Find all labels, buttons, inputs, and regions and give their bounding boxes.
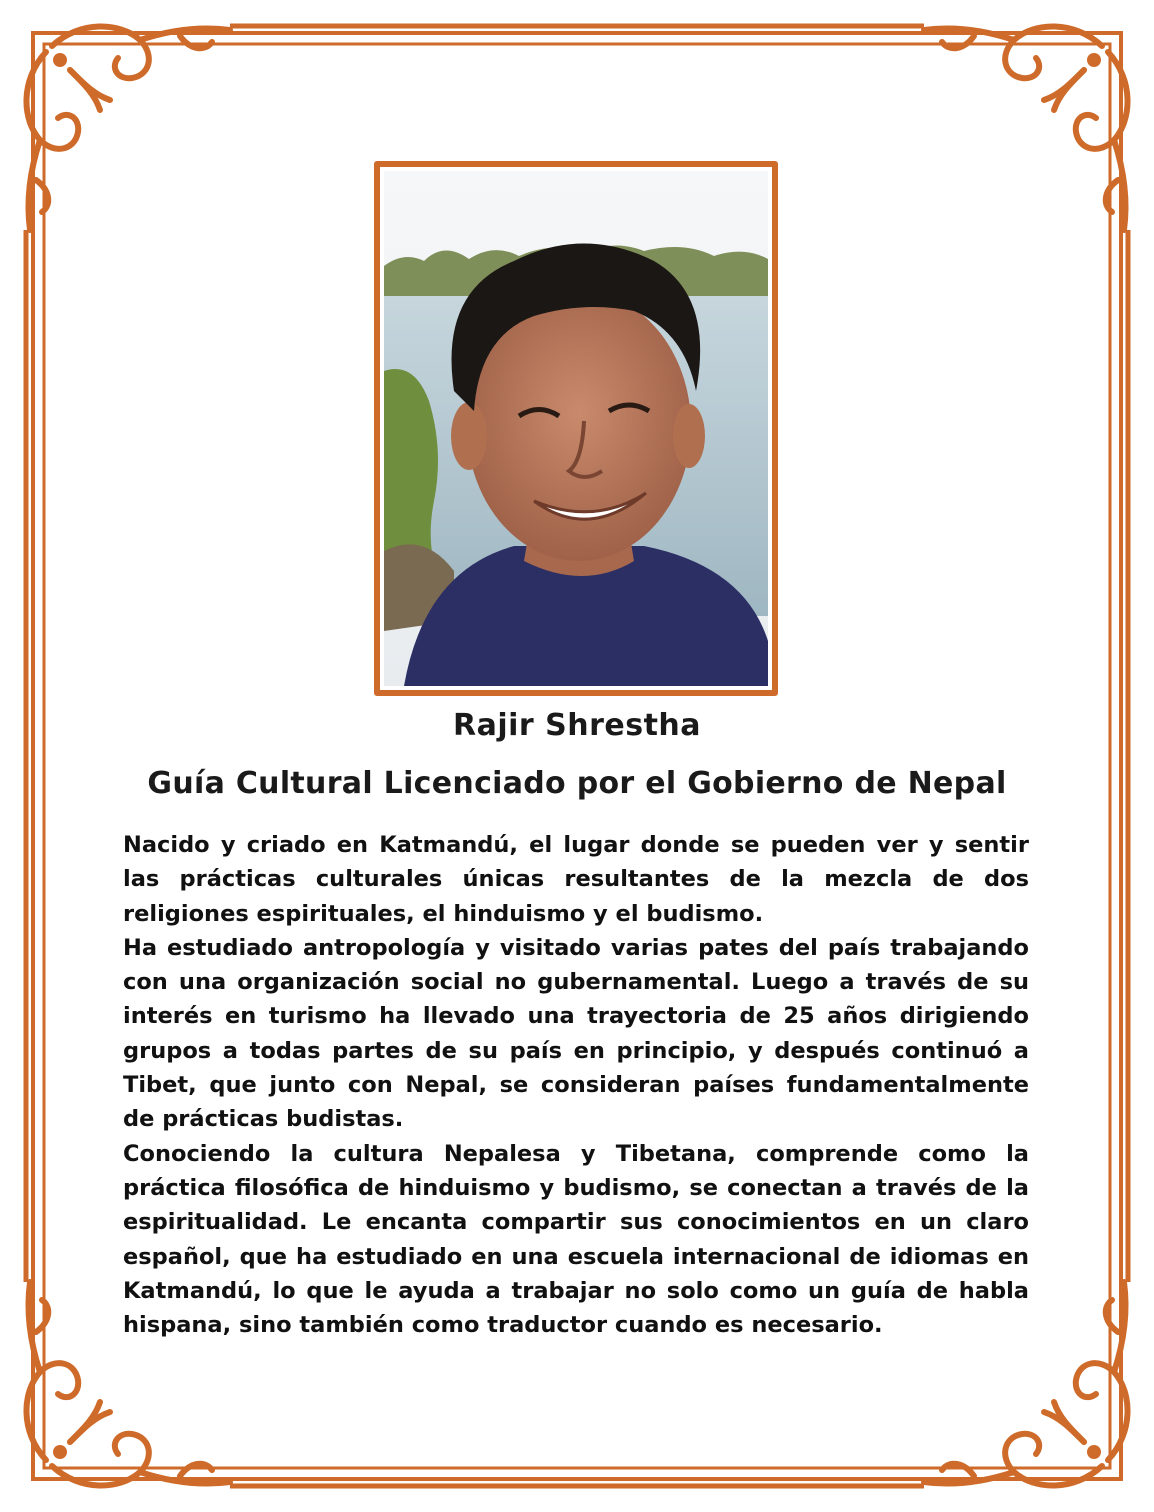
person-name: Rajir Shrestha — [452, 708, 702, 743]
bio-paragraph-2: Ha estudiado antropología y visitado varias pates del país trabajando con una organización social no gubernamental. Luego a través de su interés en turismo ha llevado una trayectoria de 25 años dirigiendo grupos a todas partes de su país en principio, y después continuó a Tibet, que junto con Nepal, se consideran países fundamentalmente de prácticas budistas. — [123, 934, 1029, 1133]
biography — [123, 828, 1029, 1342]
corner-ornament-top-right — [924, 26, 1128, 230]
person-title: Guía Cultural Licenciado por el Gobierno de Nepal — [147, 766, 1007, 801]
bio-paragraph-1: Nacido y criado en Katmandú, el lugar donde se pueden ver y sentir las prácticas culturales únicas resultantes de la mezcla de dos religiones espirituales, el hinduismo y el budismo. — [123, 832, 1029, 927]
bio-paragraph-3: Conociendo la cultura Nepalesa y Tibetana, comprende como la práctica filosófica de hinduismo y budismo, se conectan a través de la espiritualidad. Le encanta compartir sus conocimientos en un claro español, que ha estudiado en una escuela internacional de idiomas en Katmandú, lo que le ayuda a trabajar no solo como un guía de habla hispana, sino también como traductor cuando es necesario. — [123, 1140, 1029, 1339]
portrait-photo — [384, 171, 768, 686]
corner-ornament-top-left — [26, 26, 230, 230]
portrait-frame — [374, 161, 778, 696]
